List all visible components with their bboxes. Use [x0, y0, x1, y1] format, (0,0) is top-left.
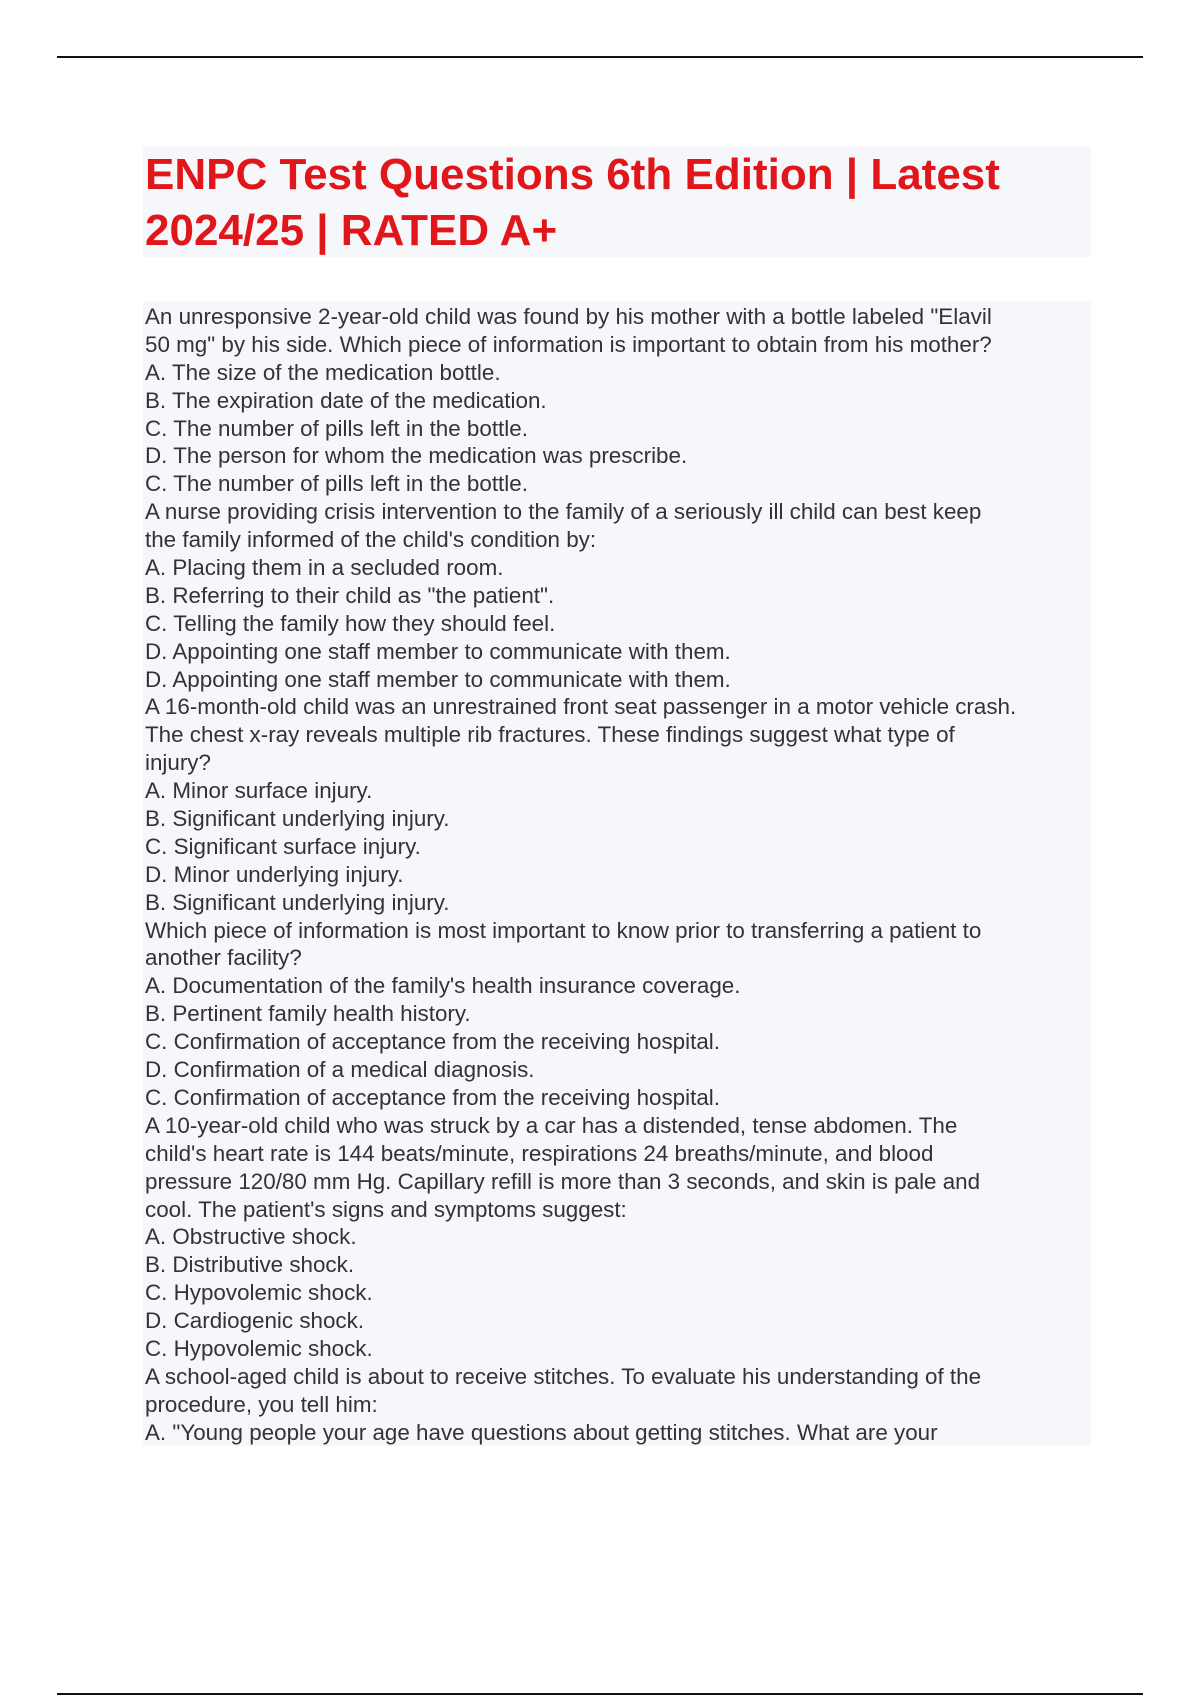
- text-line: 50 mg" by his side. Which piece of information is important to obtain from his mother?: [145, 331, 992, 357]
- bottom-rule: [57, 1693, 1143, 1695]
- text-line: A. Documentation of the family's health insurance coverage.: [145, 973, 741, 999]
- text-line: injury?: [145, 750, 211, 776]
- text-line: B. The expiration date of the medication.: [145, 387, 547, 413]
- text-line: D. Minor underlying injury.: [145, 861, 404, 887]
- text-line: D. Appointing one staff member to communicate with them.: [145, 666, 731, 692]
- title-line-1: ENPC Test Questions 6th Edition | Latest: [145, 150, 1000, 199]
- text-line: B. Distributive shock.: [145, 1252, 355, 1278]
- text-line: D. The person for whom the medication was prescribe.: [145, 443, 688, 469]
- text-line: C. Confirmation of acceptance from the receiving hospital.: [145, 1029, 720, 1055]
- text-line: C. Confirmation of acceptance from the receiving hospital.: [145, 1084, 720, 1110]
- text-line: B. Pertinent family health history.: [145, 1001, 471, 1027]
- text-line: B. Referring to their child as "the patient".: [145, 582, 555, 608]
- text-line: D. Confirmation of a medical diagnosis.: [145, 1057, 535, 1083]
- text-line: A nurse providing crisis intervention to the family of a seriously ill child can best keep: [145, 499, 982, 525]
- text-line: A school-aged child is about to receive stitches. To evaluate his understanding of the: [145, 1363, 982, 1389]
- text-line: A. Minor surface injury.: [145, 778, 373, 804]
- text-line: An unresponsive 2-year-old child was found by his mother with a bottle labeled "Elavil: [145, 304, 992, 329]
- text-line: A. Obstructive shock.: [145, 1224, 357, 1250]
- text-line: A. The size of the medication bottle.: [145, 359, 501, 385]
- question-text-block: [143, 301, 1091, 1446]
- text-line: A 16-month-old child was an unrestrained front seat passenger in a motor vehicle crash.: [145, 694, 1017, 720]
- text-line: The chest x-ray reveals multiple rib fractures. These findings suggest what type of: [145, 722, 955, 748]
- text-line: cool. The patient's signs and symptoms suggest:: [145, 1196, 627, 1222]
- text-line: C. Hypovolemic shock.: [145, 1280, 373, 1306]
- text-line: A. "Young people your age have questions about getting stitches. What are your: [145, 1419, 938, 1445]
- text-line: A 10-year-old child who was struck by a car has a distended, tense abdomen. The: [145, 1112, 958, 1138]
- document-title: [143, 147, 1091, 257]
- text-line: the family informed of the child's condition by:: [145, 527, 597, 553]
- text-line: C. Hypovolemic shock.: [145, 1335, 373, 1361]
- text-line: Which piece of information is most important to know prior to transferring a patient to: [145, 917, 982, 943]
- text-line: another facility?: [145, 945, 302, 971]
- text-line: child's heart rate is 144 beats/minute, respirations 24 breaths/minute, and blood: [145, 1140, 934, 1166]
- top-rule: [57, 56, 1143, 58]
- text-line: B. Significant underlying injury.: [145, 806, 450, 832]
- title-line-2: 2024/25 | RATED A+: [145, 206, 558, 255]
- text-line: C. Significant surface injury.: [145, 833, 421, 859]
- text-line: procedure, you tell him:: [145, 1391, 378, 1417]
- text-line: B. Significant underlying injury.: [145, 889, 450, 915]
- text-line: C. The number of pills left in the bottle.: [145, 415, 528, 441]
- text-line: A. Placing them in a secluded room.: [145, 555, 504, 581]
- text-line: C. The number of pills left in the bottle.: [145, 471, 528, 497]
- text-line: D. Appointing one staff member to communicate with them.: [145, 638, 731, 664]
- text-line: pressure 120/80 mm Hg. Capillary refill is more than 3 seconds, and skin is pale and: [145, 1168, 981, 1194]
- text-line: C. Telling the family how they should feel.: [145, 610, 556, 636]
- text-line: D. Cardiogenic shock.: [145, 1308, 365, 1334]
